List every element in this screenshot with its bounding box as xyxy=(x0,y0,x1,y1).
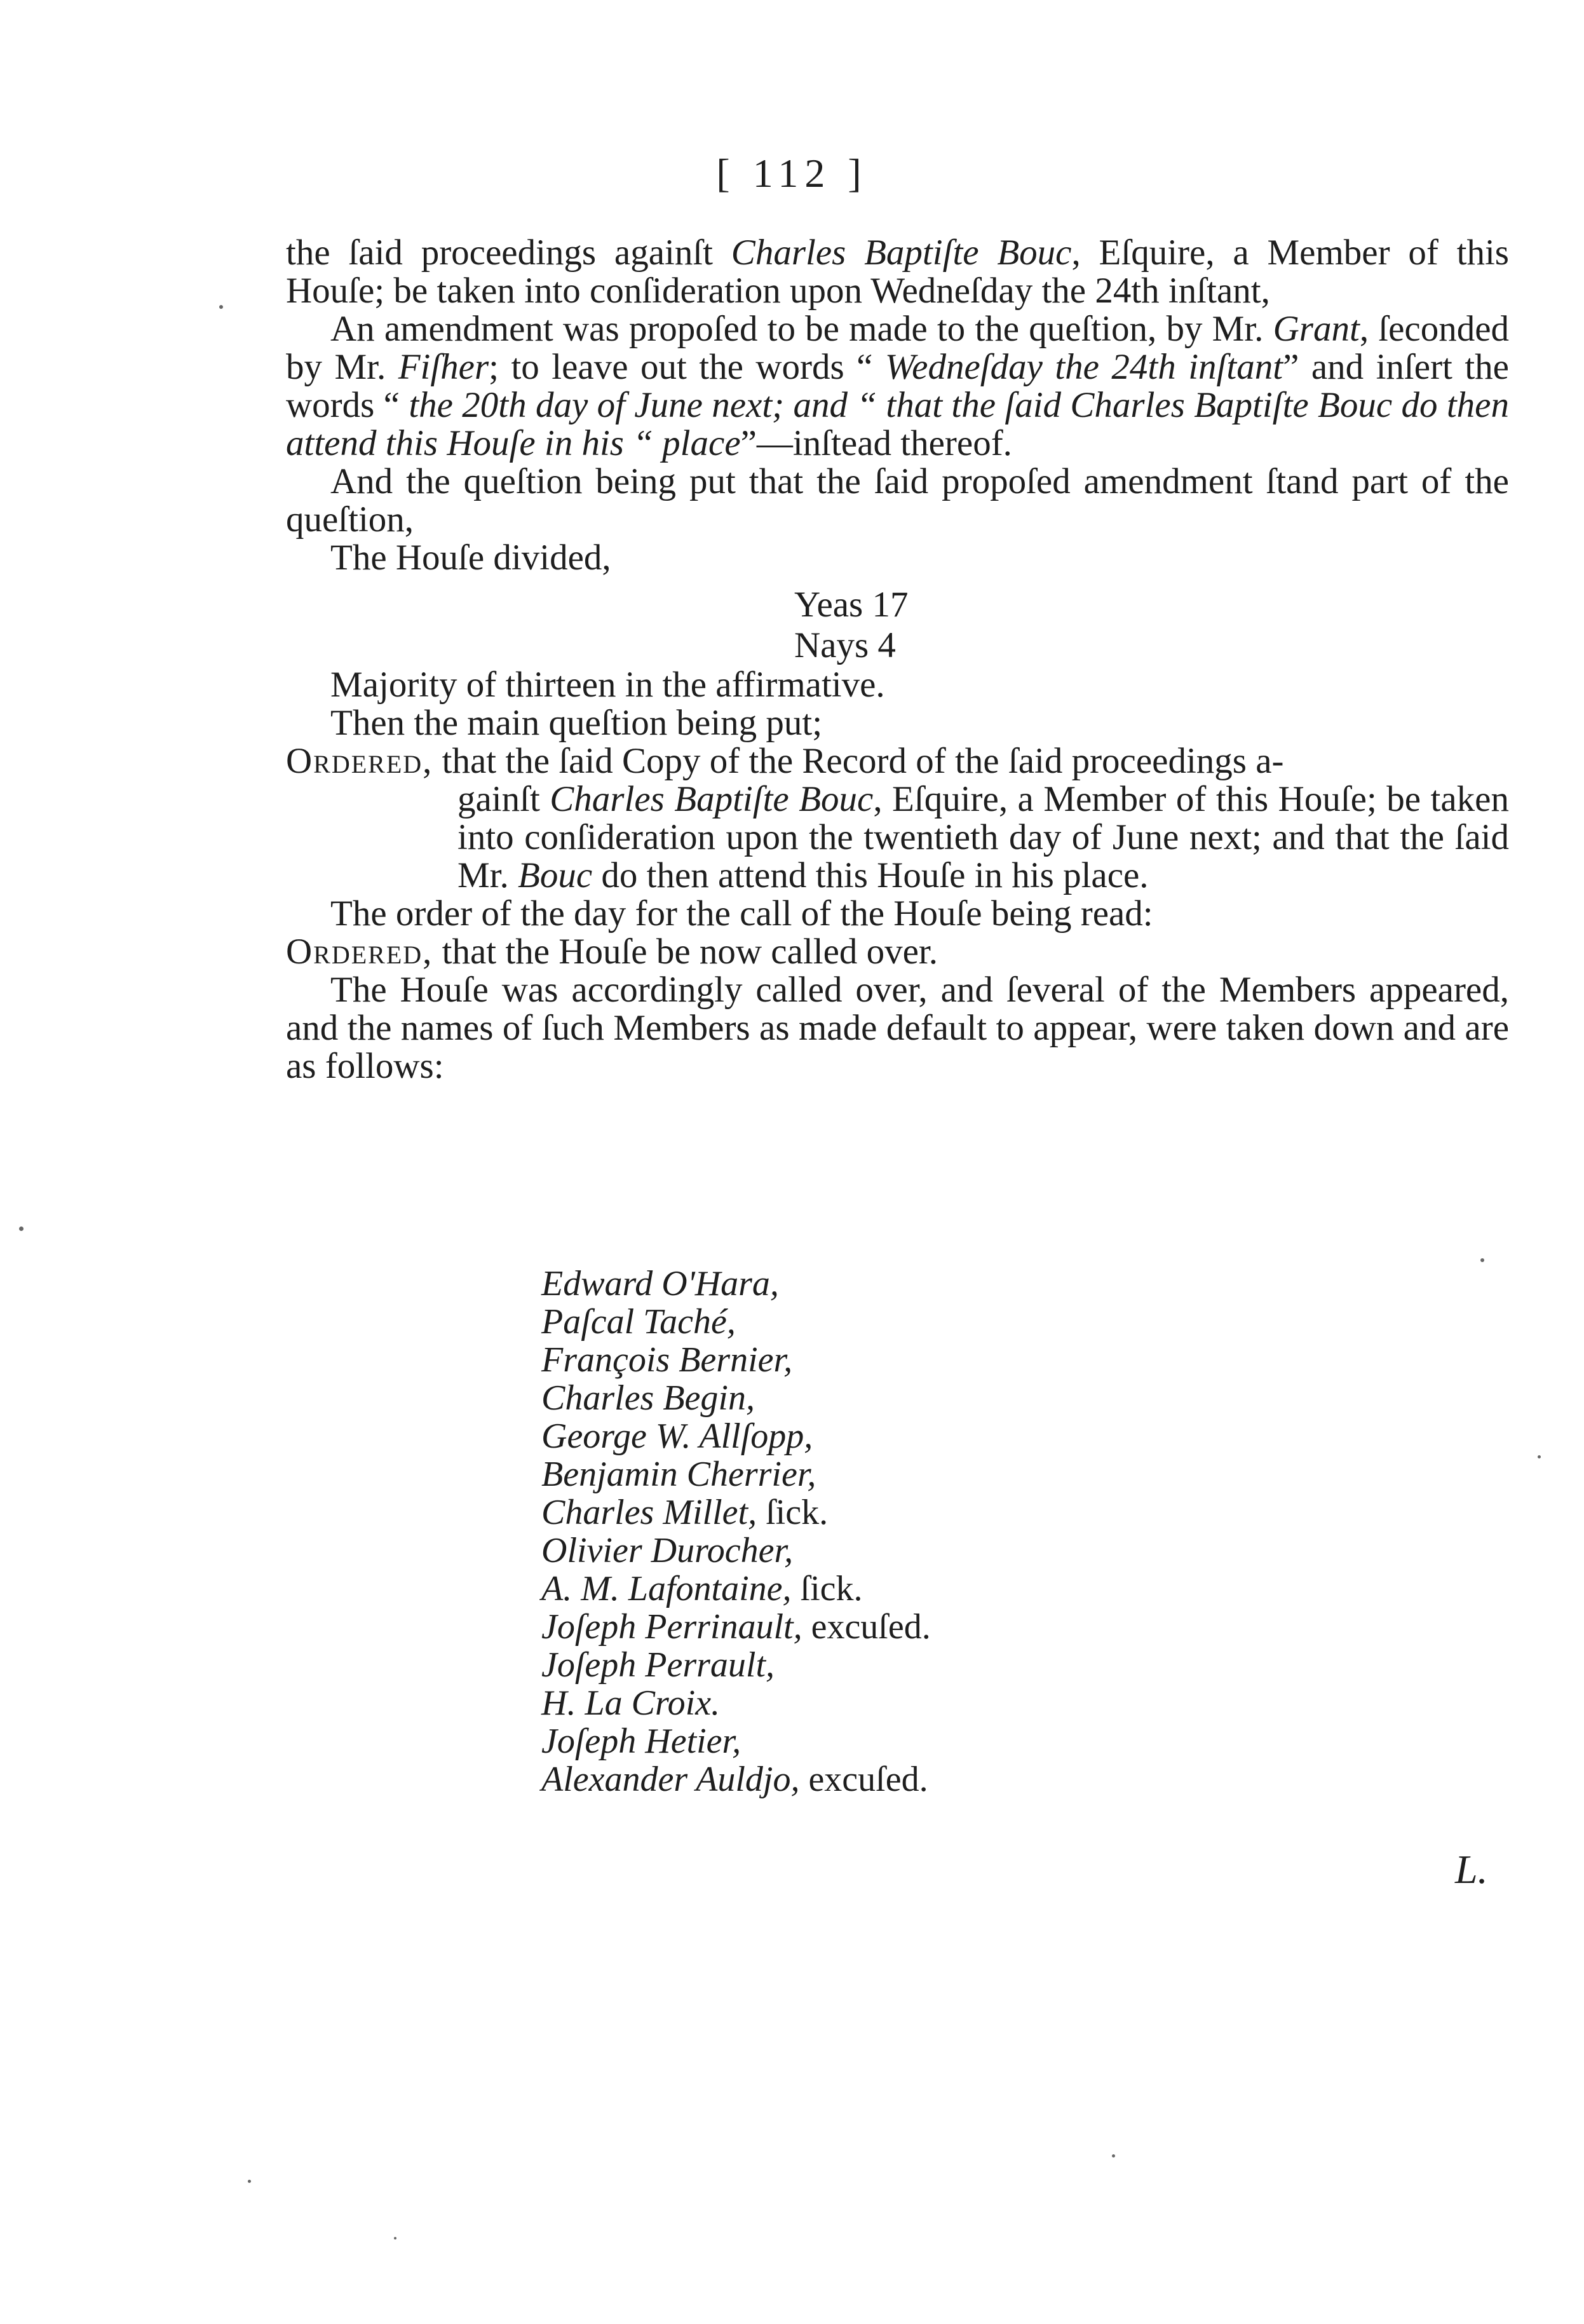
paragraph-called-over: The Houſe was accordingly called over, and ſeveral of the Members appeared, and the names of ſuch Members as made default to appear, were taken down and are as follows: xyxy=(286,970,1509,1086)
text-run: gainſt xyxy=(457,779,550,819)
nays-count: Nays 4 xyxy=(794,625,896,665)
member-entry xyxy=(541,1303,931,1341)
member-name: Benjamin Cherrier, xyxy=(541,1455,816,1494)
ordered-resolution xyxy=(286,742,1509,895)
member-entry xyxy=(541,1570,931,1608)
ordered-label: Ordered, xyxy=(286,741,433,781)
member-name: A. M. Lafontaine, xyxy=(541,1569,792,1608)
paper-speck xyxy=(19,1227,24,1231)
member-name-italic: Bouc xyxy=(518,855,593,895)
journal-text xyxy=(286,234,1509,1085)
division-result xyxy=(286,585,1509,666)
text-run: do then attend this Houſe in his place. xyxy=(592,855,1149,895)
paragraph-amendment xyxy=(286,310,1509,463)
text-run: An amendment was propoſed to be made to the queſtion, by Mr. xyxy=(330,309,1273,349)
member-name: Charles Millet, xyxy=(541,1493,757,1532)
member-entry xyxy=(541,1417,931,1455)
member-entry xyxy=(541,1760,931,1798)
member-entry xyxy=(541,1493,931,1532)
member-name: François Bernier, xyxy=(541,1340,793,1380)
member-note: ſick. xyxy=(800,1569,863,1608)
text-run: that the ſaid Copy of the Record of the ſaid proceedings a- xyxy=(433,741,1284,781)
yeas-count: Yeas 17 xyxy=(794,585,909,625)
member-entry xyxy=(541,1646,931,1684)
ordered-call-over xyxy=(286,933,1509,971)
paragraph-main-question: Then the main queſtion being put; xyxy=(330,703,823,743)
member-name: Charles Begin, xyxy=(541,1378,755,1418)
member-name: Joſeph Perrault, xyxy=(541,1645,775,1685)
absent-members-list xyxy=(541,1265,931,1798)
member-name: Joſeph Hetier, xyxy=(541,1722,741,1761)
text-run: that the Houſe be now called over. xyxy=(433,932,938,972)
text-run: ”—inſtead thereof. xyxy=(740,423,1012,463)
member-entry xyxy=(541,1722,931,1760)
paper-speck xyxy=(1112,2154,1115,2158)
catchword: L. xyxy=(1455,1847,1488,1892)
member-note: excuſed. xyxy=(811,1607,931,1647)
member-name: Paſcal Taché, xyxy=(541,1302,736,1342)
quoted-words-inserted: the 20th day of June next; and “ that the ſaid Charles Baptiſte Bouc do then attend this Houſe in his “ place xyxy=(286,385,1509,463)
ordered-label: Ordered, xyxy=(286,932,433,972)
text-run: the ſaid proceedings againſt xyxy=(286,233,731,273)
paper-speck xyxy=(1538,1455,1541,1458)
member-entry xyxy=(541,1379,931,1417)
paragraph-question: And the queſtion being put that the ſaid propoſed amendment ſtand part of the queſtion, xyxy=(286,461,1509,540)
quoted-words-left-out: Wedneſday the 24th inſtant xyxy=(884,347,1283,387)
paper-speck xyxy=(248,2180,251,2183)
member-name-italic: Charles Baptiſte Bouc xyxy=(731,233,1072,273)
seconder-name: Fiſher xyxy=(398,347,489,387)
member-name: George W. Allſopp, xyxy=(541,1417,813,1456)
member-name: Olivier Durocher, xyxy=(541,1531,794,1570)
paper-speck xyxy=(394,2237,396,2239)
text-run: ” and inſert the words “ xyxy=(286,347,1509,425)
text-run: , ſeconded by Mr. xyxy=(286,309,1510,387)
member-name-italic: Charles Baptiſte Bouc xyxy=(550,779,874,819)
text-run: ; to leave out the words “ xyxy=(489,347,885,387)
member-name: Edward O'Hara, xyxy=(541,1264,779,1303)
text-run: , Eſquire, a Member of this Houſe; be taken into conſideration upon Wedneſday the 24th inſtant, xyxy=(286,233,1509,311)
ordered-body xyxy=(286,780,1509,895)
paragraph-order-of-day: The order of the day for the call of the Houſe being read: xyxy=(330,894,1153,934)
paragraph-majority: Majority of thirteen in the affirmative. xyxy=(330,665,885,705)
paper-speck xyxy=(1480,1258,1484,1262)
page-number: [ 112 ] xyxy=(716,151,868,196)
member-entry xyxy=(541,1265,931,1303)
member-entry xyxy=(541,1684,931,1722)
member-entry xyxy=(541,1455,931,1493)
mover-name: Grant xyxy=(1273,309,1360,349)
member-entry xyxy=(541,1341,931,1379)
member-name: Alexander Auldjo, xyxy=(541,1760,800,1799)
member-note: excuſed. xyxy=(808,1760,928,1799)
member-name: Joſeph Perrinault, xyxy=(541,1607,802,1647)
member-entry xyxy=(541,1532,931,1570)
paragraph-continuation xyxy=(286,234,1509,310)
text-run: , Eſquire, a Member of this Houſe; be taken into conſideration upon the twentieth day of June next; and that the ſaid Mr. xyxy=(457,779,1509,895)
paragraph-division: The Houſe divided, xyxy=(330,538,611,578)
paper-speck xyxy=(219,305,223,309)
member-note: ſick. xyxy=(766,1493,829,1532)
member-entry xyxy=(541,1608,931,1646)
member-name: H. La Croix. xyxy=(541,1683,721,1723)
